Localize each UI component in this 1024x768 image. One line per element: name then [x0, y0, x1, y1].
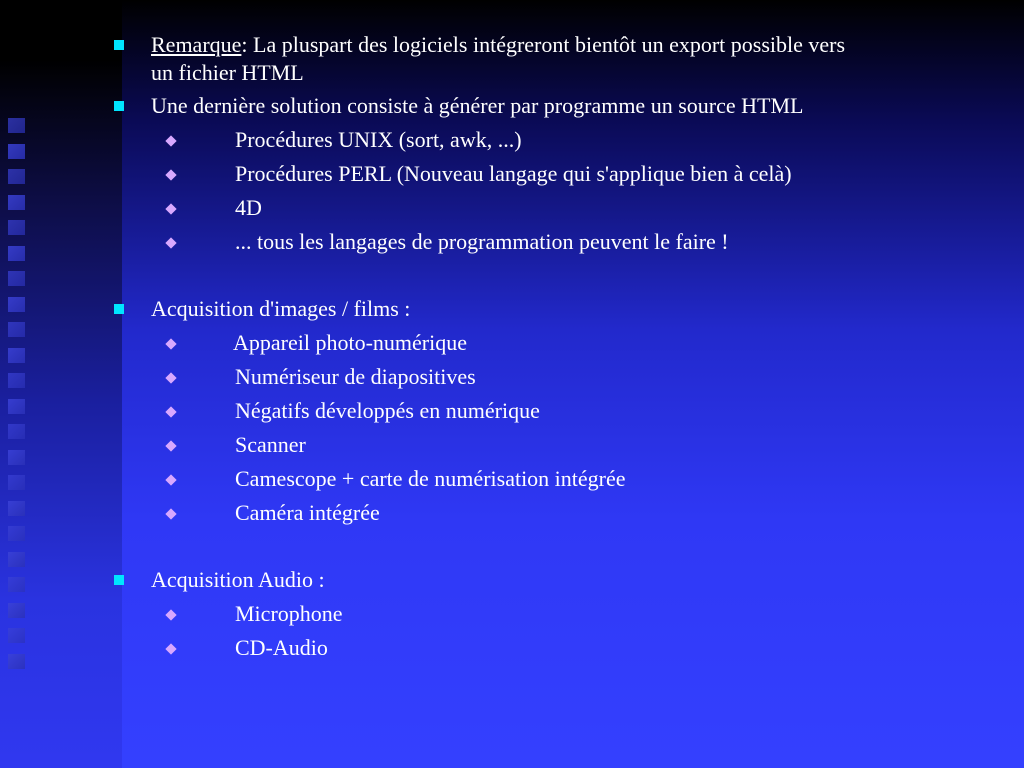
bullet-item: Acquisition d'images / films : — [151, 296, 411, 321]
diamond-bullet-icon — [165, 169, 176, 180]
sub-bullet-item: Procédures PERL (Nouveau langage qui s'applique bien à celà) — [235, 161, 792, 186]
diamond-bullet-icon — [165, 372, 176, 383]
sub-bullet-item: Négatifs développés en numérique — [235, 398, 540, 423]
bullet-item-remarque — [151, 31, 845, 58]
diamond-bullet-icon — [165, 474, 176, 485]
diamond-bullet-icon — [165, 508, 176, 519]
diamond-bullet-icon — [165, 237, 176, 248]
sub-bullet-item: Procédures UNIX (sort, awk, ...) — [235, 127, 522, 152]
diamond-bullet-icon — [165, 643, 176, 654]
square-bullet-icon — [114, 575, 124, 585]
diamond-bullet-icon — [165, 135, 176, 146]
sub-bullet-item: Microphone — [235, 601, 343, 626]
sub-bullet-item: Appareil photo-numérique — [233, 330, 467, 355]
diamond-bullet-icon — [165, 338, 176, 349]
sub-bullet-item: CD-Audio — [235, 635, 328, 660]
diamond-bullet-icon — [165, 406, 176, 417]
square-bullet-icon — [114, 304, 124, 314]
sub-bullet-item: 4D — [235, 195, 262, 220]
remarque-label: Remarque — [151, 32, 242, 57]
square-bullet-icon — [114, 40, 124, 50]
bullet-item: Acquisition Audio : — [151, 567, 325, 592]
sub-bullet-item: Camescope + carte de numérisation intégrée — [235, 466, 626, 491]
diamond-bullet-icon — [165, 203, 176, 214]
sub-bullet-item: Scanner — [235, 432, 306, 457]
diamond-bullet-icon — [165, 609, 176, 620]
square-bullet-icon — [114, 101, 124, 111]
sub-bullet-item: ... tous les langages de programmation peuvent le faire ! — [235, 229, 729, 254]
remarque-text: : La pluspart des logiciels intégreront bientôt un export possible vers — [241, 32, 846, 57]
sub-bullet-item: Caméra intégrée — [235, 500, 380, 525]
sub-bullet-item: Numériseur de diapositives — [235, 364, 476, 389]
bullet-item-continuation: un fichier HTML — [151, 60, 304, 85]
bullet-item: Une dernière solution consiste à générer par programme un source HTML — [151, 93, 804, 118]
diamond-bullet-icon — [165, 440, 176, 451]
